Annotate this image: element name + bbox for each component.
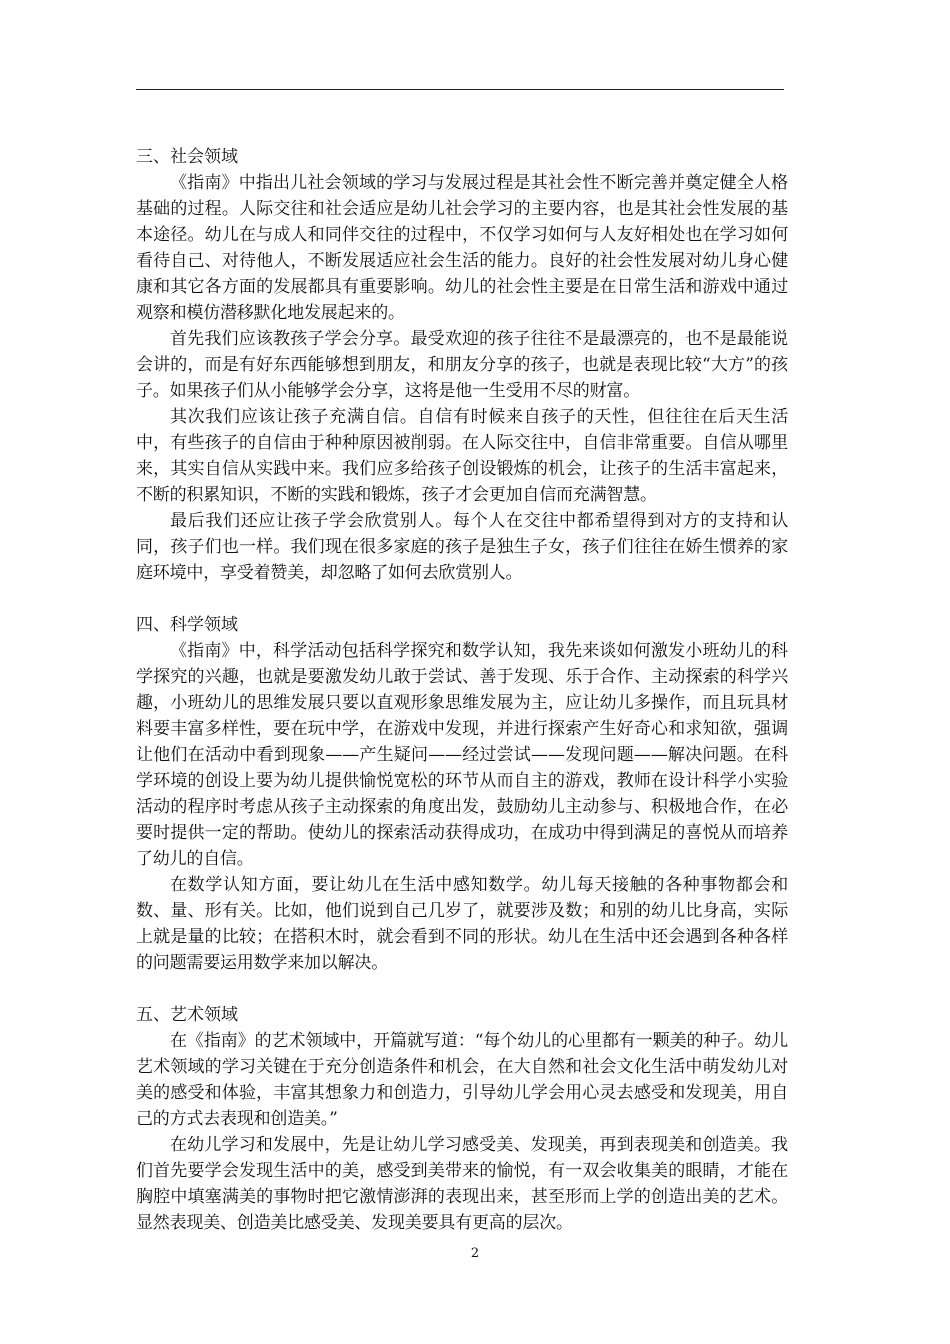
- section-heading: 五、艺术领域: [136, 1005, 238, 1025]
- paragraph: 在数学认知方面，要让幼儿在生活中感知数学。幼儿每天接触的各种事物都会和数、量、形有关。比如，他们说到自己几岁了，就要涉及数；和别的幼儿比身高，实际上就是量的比较；在搭积木时，就会看到不同的形状。幼儿在生活中还会遇到各种各样的问题需要运用数学来加以解决。: [136, 875, 788, 973]
- paragraph: 最后我们还应让孩子学会欣赏别人。每个人在交往中都希望得到对方的支持和认同，孩子们也一样。我们现在很多家庭的孩子是独生子女，孩子们往往在娇生惯养的家庭环境中，享受着赞美，却忽略了如何去欣赏别人。: [136, 511, 788, 583]
- section-science: [136, 612, 788, 976]
- paragraph: 《指南》中，科学活动包括科学探究和数学认知，我先来谈如何激发小班幼儿的科学探究的兴趣，也就是要激发幼儿敢于尝试、善于发现、乐于合作、主动探索的科学兴趣，小班幼儿的思维发展只要以直观形象思维发展为主，应让幼儿多操作，而且玩具材料要丰富多样性，要在玩中学，在游戏中发现，并进行探索产生好奇心和求知欲，强调让他们在活动中看到现象——产生疑问——经过尝试——发现问题——解决问题。在科学环境的创设上要为幼儿提供愉悦宽松的环节从而自主的游戏，教师在设计科学小实验活动的程序时考虑从孩子主动探索的角度出发，鼓励幼儿主动参与、积极地合作，在必要时提供一定的帮助。使幼儿的探索活动获得成功，在成功中得到满足的喜悦从而培养了幼儿的自信。: [136, 641, 788, 869]
- section-social: [136, 144, 788, 586]
- paragraph: 在《指南》的艺术领域中，开篇就写道：“每个幼儿的心里都有一颗美的种子。幼儿艺术领域的学习关键在于充分创造条件和机会，在大自然和社会文化生活中萌发幼儿对美的感受和体验，丰富其想象力和创造力，引导幼儿学会用心灵去感受和发现美，用自己的方式去表现和创造美。”: [136, 1031, 788, 1129]
- section-heading: 四、科学领域: [136, 615, 238, 635]
- paragraph: 在幼儿学习和发展中，先是让幼儿学习感受美、发现美，再到表现美和创造美。我们首先要学会发现生活中的美，感受到美带来的愉悦，有一双会收集美的眼睛，才能在胸腔中填塞满美的事物时把它激情澎湃的表现出来，甚至形而上学的创造出美的艺术。显然表现美、创造美比感受美、发现美要具有更高的层次。: [136, 1135, 788, 1233]
- page-number: 2: [470, 1246, 480, 1261]
- document-body: [136, 144, 788, 1262]
- paragraph: 首先我们应该教孩子学会分享。最受欢迎的孩子往往不是最漂亮的，也不是最能说会讲的，而是有好东西能够想到朋友，和朋友分享的孩子，也就是表现比较“大方”的孩子。如果孩子们从小能够学会分享，这将是他一生受用不尽的财富。: [136, 329, 788, 401]
- paragraph: 《指南》中指出儿社会领域的学习与发展过程是其社会性不断完善并奠定健全人格基础的过程。人际交往和社会适应是幼儿社会学习的主要内容，也是其社会性发展的基本途径。幼儿在与成人和同伴交往的过程中，不仅学习如何与人友好相处也在学习如何看待自己、对待他人，不断发展适应社会生活的能力。良好的社会性发展对幼儿身心健康和其它各方面的发展都具有重要影响。幼儿的社会性主要是在日常生活和游戏中通过观察和模仿潜移默化地发展起来的。: [136, 173, 788, 323]
- section-heading: 三、社会领域: [136, 147, 238, 167]
- paragraph: 其次我们应该让孩子充满自信。自信有时候来自孩子的天性，但往往在后天生活中，有些孩子的自信由于种种原因被削弱。在人际交往中，自信非常重要。自信从哪里来，其实自信从实践中来。我们应多给孩子创设锻炼的机会，让孩子的生活丰富起来，不断的积累知识，不断的实践和锻炼，孩子才会更加自信而充满智慧。: [136, 407, 788, 505]
- section-art: [136, 1002, 788, 1236]
- header-rule: [136, 89, 784, 90]
